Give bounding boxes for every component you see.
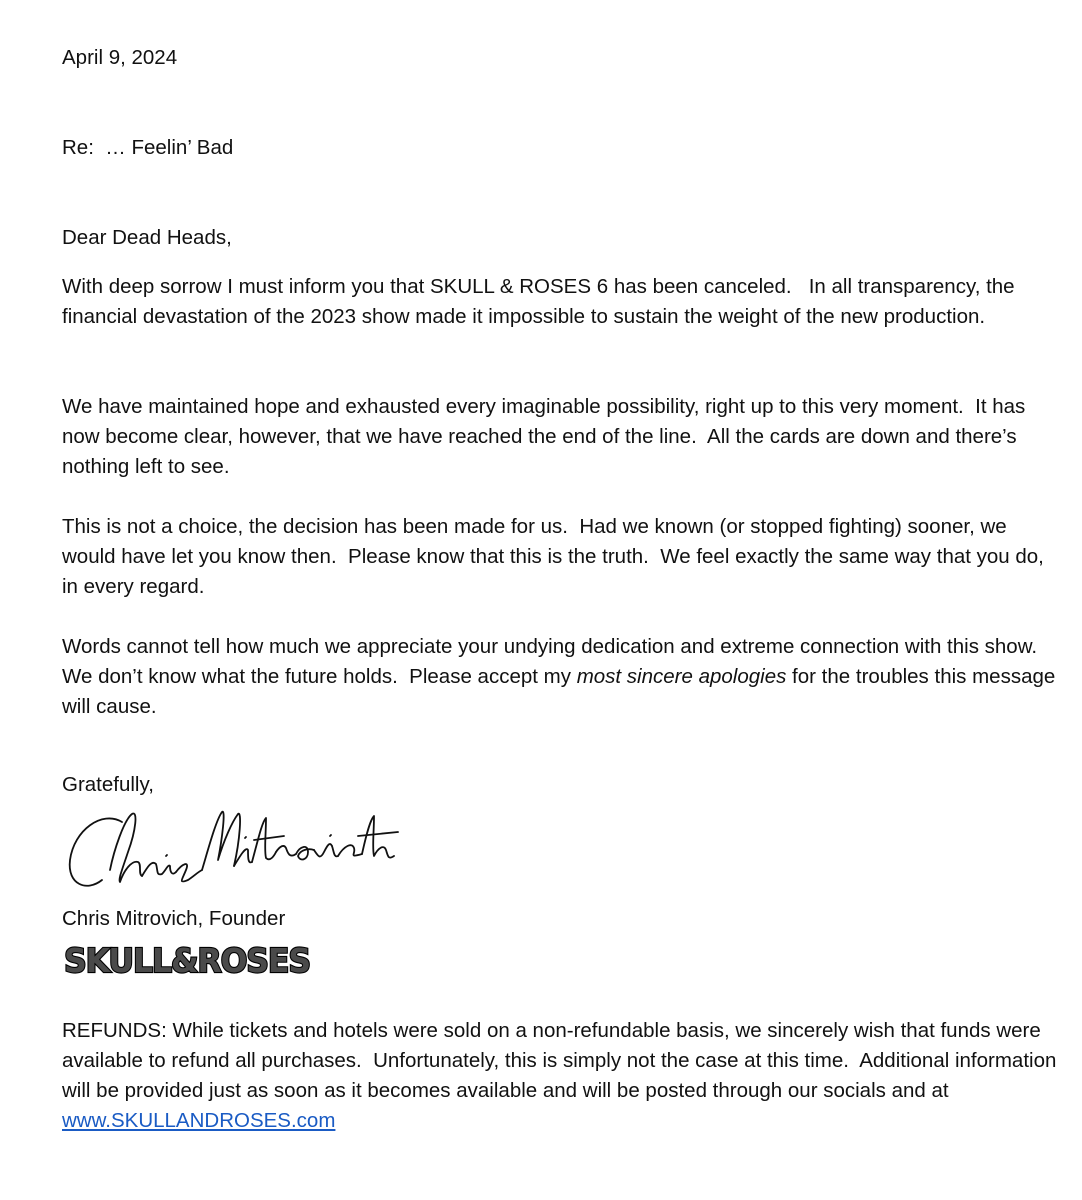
paragraph-choice	[62, 512, 1052, 602]
svg-text:SKULL&ROSES: SKULL&ROSES	[64, 941, 310, 980]
refunds-text-block	[62, 1016, 1062, 1136]
salutation: Dear Dead Heads,	[62, 226, 232, 249]
skull-and-roses-logo	[62, 938, 314, 980]
paragraph-2-text: We have maintained hope and exhausted every imaginable possibility, right up to this very moment. It has now become clear, however, that we have reached the end of the line. All the cards are down and there’s nothing left to see.	[62, 395, 1031, 478]
paragraph-appreciation	[62, 632, 1062, 722]
paragraph-4-start: Words cannot tell how much we appreciate your undying dedication and extreme connection with this show. We don’t know what the future holds. Please accept my	[62, 635, 1049, 688]
handwritten-signature	[62, 800, 402, 900]
signer-name-title: Chris Mitrovich, Founder	[62, 907, 286, 930]
letter-subject: Re: … Feelin’ Bad	[62, 136, 234, 159]
website-link[interactable]: www.SKULLANDROSES.com	[62, 1109, 336, 1132]
refunds-paragraph	[62, 1016, 1062, 1136]
paragraph-3-text: This is not a choice, the decision has been made for us. Had we known (or stopped fighting) sooner, we would have let you know then. Please know that this is the truth. We feel exactly the same way that you do, in every regard.	[62, 515, 1050, 598]
paragraph-cancellation	[62, 272, 1052, 332]
letter-date: April 9, 2024	[62, 46, 178, 69]
paragraph-4-end: for the troubles this message will cause.	[62, 665, 1061, 718]
paragraph-1-text: With deep sorrow I must inform you that SKULL & ROSES 6 has been canceled. In all transparency, the financial devastation of the 2023 show made it impossible to sustain the weight of the new production.	[62, 275, 1021, 328]
paragraph-4-emphasis: most sincere apologies	[576, 665, 787, 688]
refunds-text: REFUNDS: While tickets and hotels were sold on a non-refundable basis, we sincerely wish that funds were available to refund all purchases. Unfortunately, this is simply not the case at this time. Additional information will be provided just as soon as it becomes available and will be posted through our socials and at	[62, 1019, 1063, 1102]
closing: Gratefully,	[62, 773, 154, 796]
paragraph-4-text	[62, 632, 1062, 722]
paragraph-hope	[62, 392, 1052, 482]
